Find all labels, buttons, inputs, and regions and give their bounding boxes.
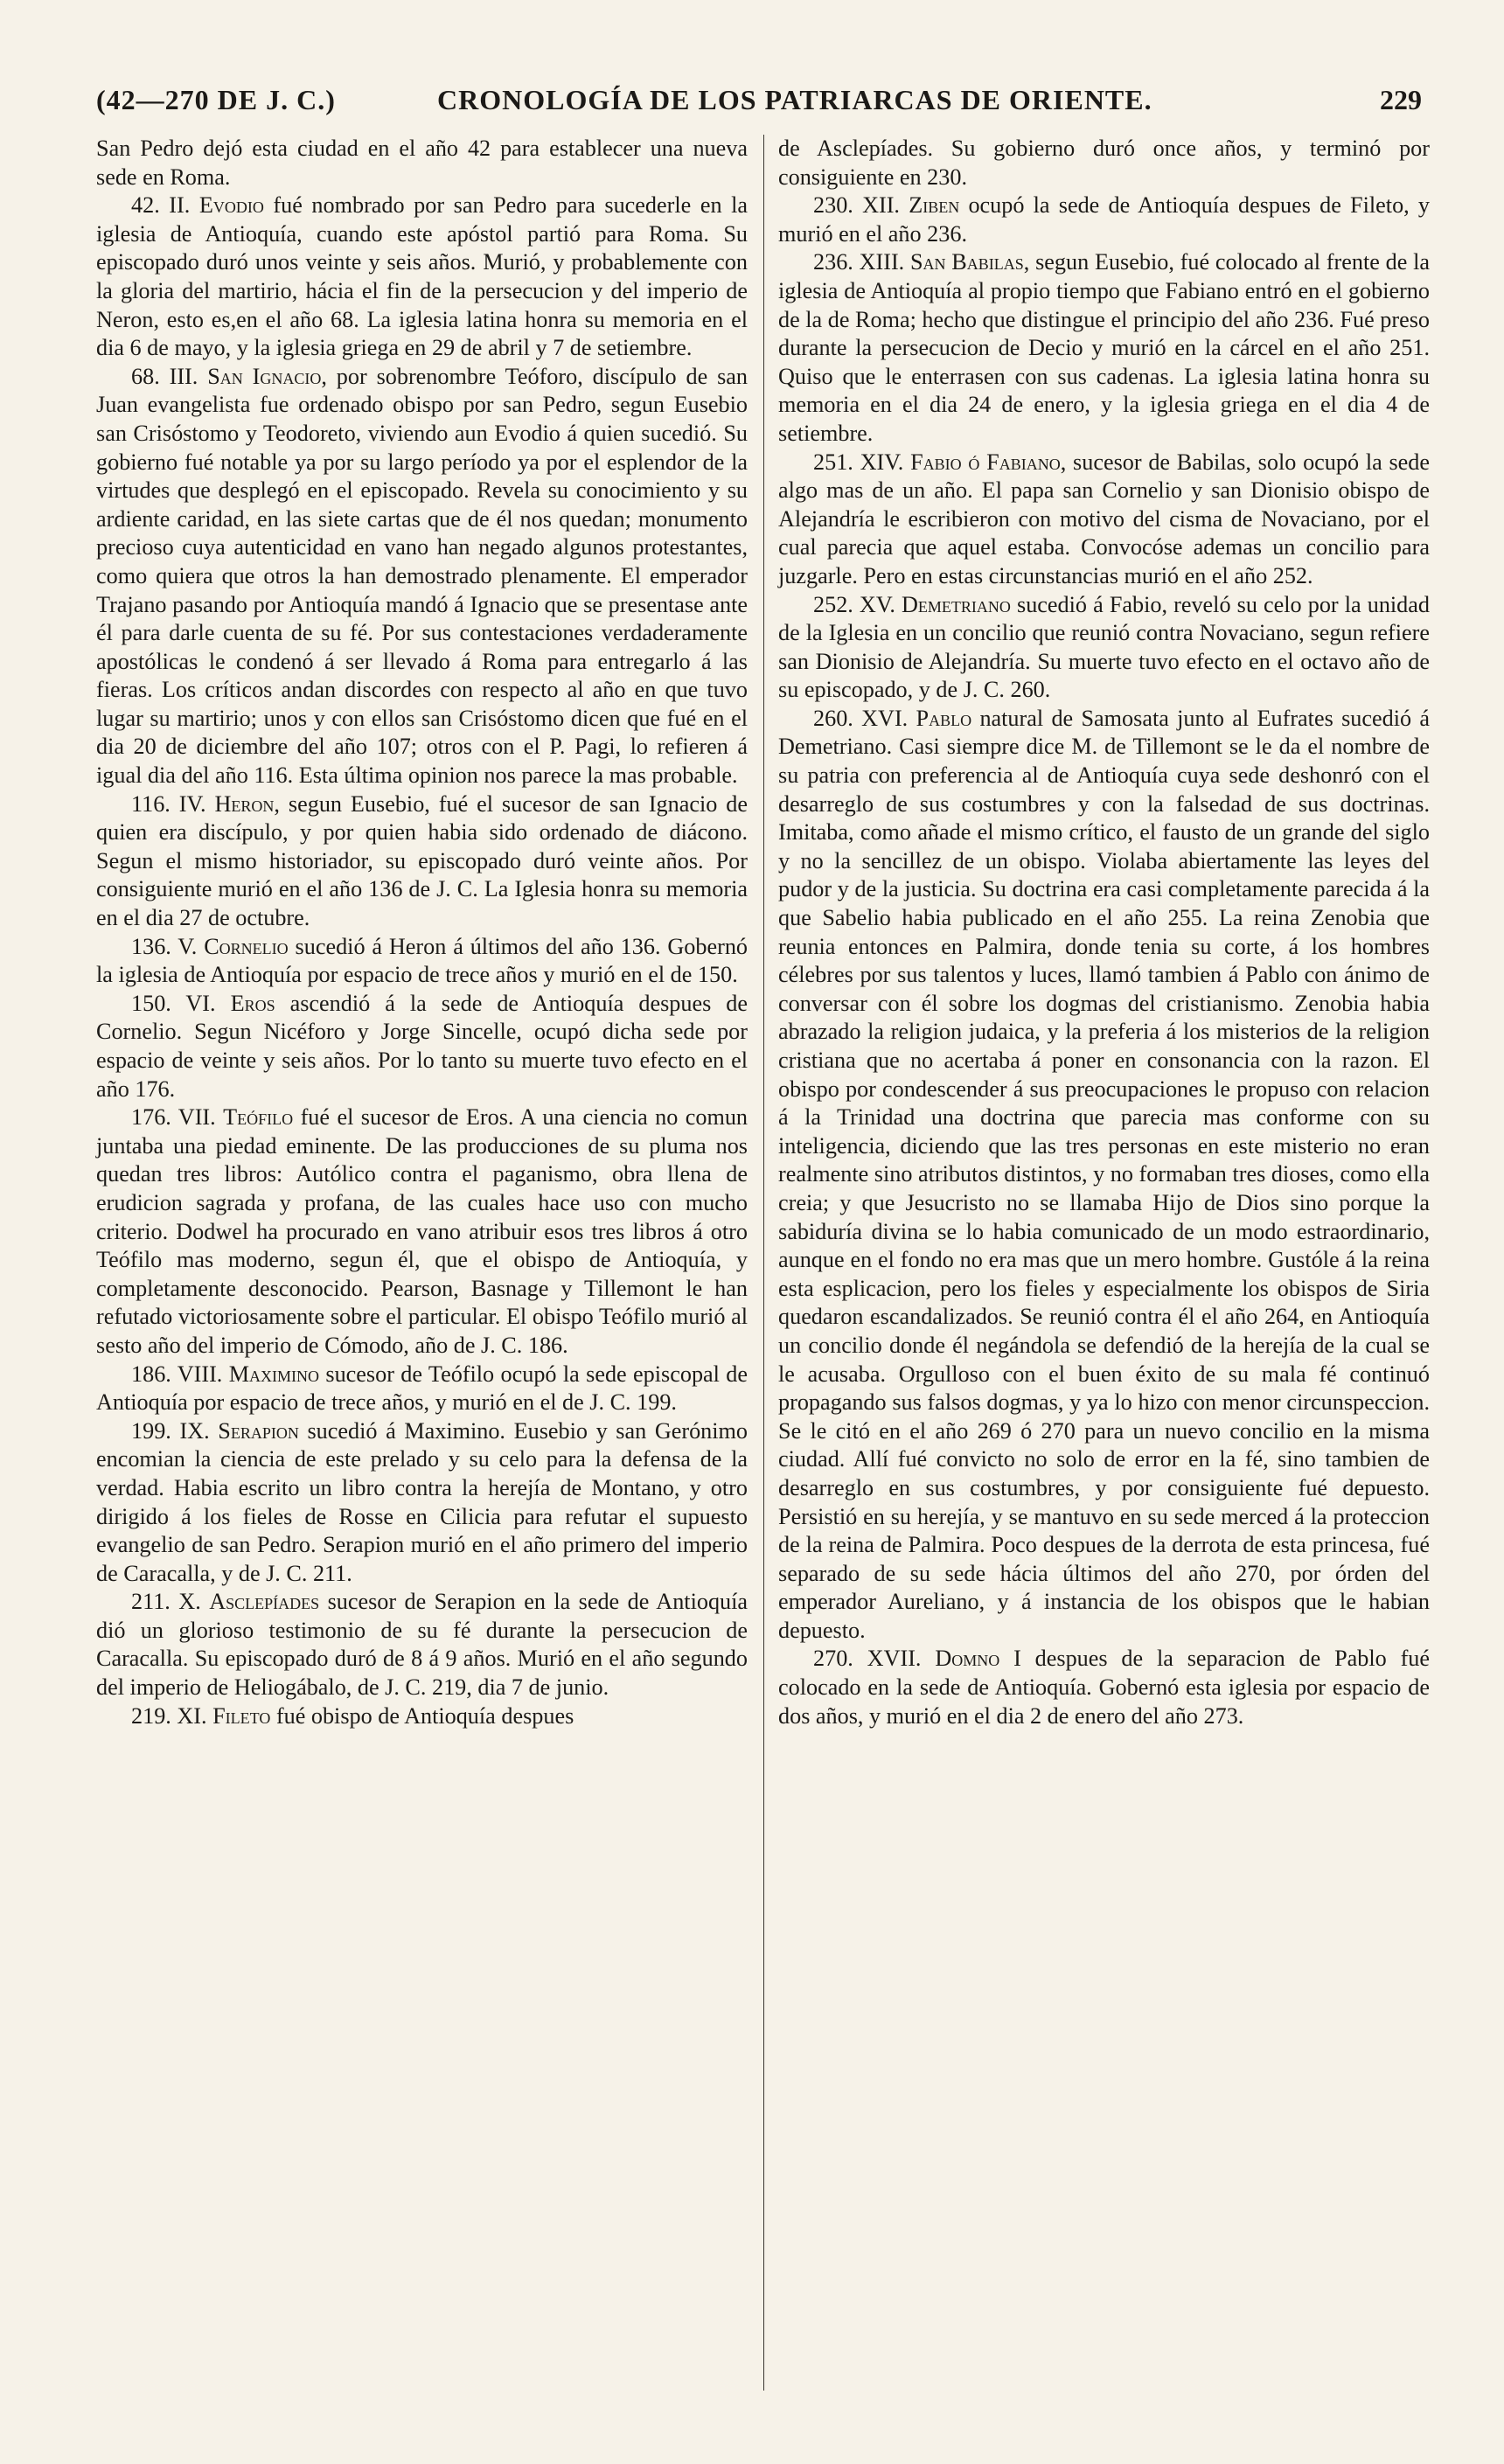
patriarch-entry: [96, 933, 748, 990]
entry-number: III.: [169, 363, 198, 389]
entry-number: IX.: [179, 1417, 210, 1444]
patriarch-name: Maximino: [228, 1361, 320, 1387]
patriarch-name: Pablo: [916, 705, 972, 731]
patriarch-name: San Babilas,: [909, 249, 1030, 275]
entry-year: 270.: [813, 1646, 853, 1672]
patriarch-name: Fabio ó Fabiano,: [910, 449, 1067, 475]
patriarch-entry: [96, 790, 748, 933]
entry-text: sucesor de Serapion en la sede de Antioquía dió un glorioso testimonio de su fé durante la persecucion de Caracalla. Su episcopado duró de 8 á 9 años. Murió en el año segundo del imperio de Heliogábalo, de J. C. 219, dia 7 de junio.: [96, 1589, 749, 1701]
entry-text: despues de la separacion de Pablo fué colocado en la sede de Antioquía. Gobernó esta iglesia por espacio de dos años, y murió en el dia 2 de enero del año 273.: [778, 1646, 1431, 1729]
patriarch-name: Fileto: [212, 1702, 271, 1729]
patriarch-entry: [778, 449, 1430, 591]
entry-number: XII.: [862, 192, 900, 219]
entry-text: sucesor de Babilas, solo ocupó la sede algo mas de un año. El papa san Cornelio y san Dionisio obispo de Alejandría le escribieron con motivo del cisma de Novaciano, por el cual parecia que aquel estaba. Convocóse ademas un concilio para juzgarle. Pero en estas circunstancias murió en el año 252.: [778, 449, 1431, 588]
entry-year: 136.: [131, 933, 171, 959]
paragraph-text: de Asclepíades. Su gobierno duró once años, y terminó por consiguiente en 230.: [778, 136, 1430, 190]
document-page: [96, 80, 1443, 2406]
paragraph-text: San Pedro dejó esta ciudad en el año 42 para establecer una nueva sede en Roma.: [96, 136, 748, 190]
entry-text: sucedió á Maximino. Eusebio y san Gerónimo encomian la ciencia de este prelado y su celo para la defensa de la verdad. Habia escrito un libro contra la herejía de Montano, y otro dirigido á los fieles de Rosse en Cilicia para refutar el supuesto evangelio de san Pedro. Serapion murió en el año primero del imperio de Caracalla, y de J. C. 211.: [96, 1417, 749, 1586]
entry-year: 150.: [131, 990, 171, 1016]
entry-number: V.: [178, 933, 198, 959]
entry-text: fué el sucesor de Eros. A una ciencia no comun juntaba una piedad eminente. De las producciones de su pluma nos quedan tres libros: Autólico contra el paganismo, obra llena de erudicion sagrada y profana, de las cuales hace uso con mucho criterio. Dodwel ha procurado en vano atribuir esos tres libros á otro Teófilo mas moderno, segun él, que el obispo de Antioquía, y completamente desconocido. Pearson, Basnage y Tillemont le han refutado victoriosamente sobre el particular. El obispo Teófilo murió al sesto año del imperio de Cómodo, año de J. C. 186.: [96, 1104, 749, 1358]
page-number: 229: [1380, 84, 1422, 115]
entry-number: X.: [178, 1589, 201, 1615]
patriarch-entry: [96, 1361, 748, 1417]
entry-text: segun Eusebio, fué colocado al frente de la iglesia de Antioquía al propio tiempo que Fabiano entró en el gobierno de la de Roma; hecho que distingue el principio del año 236. Fué preso durante la persecucion de Decio y murió en la cárcel en el año 251. Quiso que le enterrasen con sus cadenas. La iglesia latina honra su memoria en el dia 24 de enero, y la iglesia griega en el dia 4 de setiembre.: [778, 249, 1430, 446]
entry-text: sucedió á Fabio, reveló su celo por la unidad de la Iglesia en un concilio que reunió contra Novaciano, segun refiere san Dionisio de Alejandría. Su muerte tuvo efecto en el octavo año de su episcopado, y de J. C. 260.: [778, 591, 1430, 703]
continued-paragraph: [778, 135, 1430, 191]
patriarch-entry: [778, 705, 1430, 1646]
entry-text: ascendió á la sede de Antioquía despues de Cornelio. Segun Nicéforo y Jorge Sincelle, ocupó dicha sede por espacio de veinte y seis años. Por lo tanto su muerte tuvo efecto en el año 176.: [96, 990, 749, 1102]
entry-year: 252.: [813, 591, 853, 617]
entry-text: ocupó la sede de Antioquía despues de Fileto, y murió en el año 236.: [778, 192, 1431, 247]
patriarch-name: Serapion: [218, 1417, 299, 1444]
patriarch-name: Cornelio: [204, 933, 289, 959]
patriarch-entry: [96, 363, 748, 790]
patriarch-name: Domno I: [935, 1646, 1021, 1672]
entry-number: XVI.: [861, 705, 909, 731]
patriarch-name: Teófilo: [223, 1104, 294, 1131]
entry-text: sucesor de Teófilo ocupó la sede episcopal de Antioquía por espacio de trece años, y murió en el de J. C. 199.: [96, 1361, 749, 1416]
patriarch-entry: [96, 990, 748, 1103]
entry-text: natural de Samosata junto al Eufrates sucedió á Demetriano. Casi siempre dice M. de Tillemont se le da el nombre de su patria con preferencia al de Antioquía cuya sede deshonró con el desarreglo de sus costumbres y con la falsedad de sus doctrinas. Imitaba, como añade el mismo crítico, el fausto de un grande del siglo y no la sencillez de un obispo. Violaba abiertamente las leyes del pudor y de la justicia. Su doctrina era casi completamente parecida á la que Sabelio habia publicado en el año 255. La reina Zenobia que reunia entonces en Palmira, donde tenia su corte, á los hombres célebres por sus talentos y luces, llamó tambien á Pablo con ánimo de conversar con él sobre los dogmas del cristianismo. Zenobia habia abrazado la religion judaica, y la preferia á los misterios de la religion cristiana que no acertaba á poner en consonancia con la razon. El obispo por condescender á sus preocupaciones le propuso con relacion á la Trinidad una doctrina que parecia mas conforme con su inteligencia, diciendo que las tres personas en este misterio no eran realmente sino atributos distintos, y no formaban tres dioses, como ella creia; y que Jesucristo no se llamaba Hijo de Dios sino porque la sabiduría divina se lo habia comunicado de un modo estraordinario, aunque en el fondo no era mas que un mero hombre. Gustóle á la reina esta esplicacion, pero los fieles y especialmente los obispos de Siria quedaron escandalizados. Se reunió contra él el año 264, en Antioquía un concilio donde él negándola se defendió de la herejía de la cual se le acusaba. Orgulloso con el buen éxito de su mala fé continuó propagando sus falsos dogmas, y ya lo hizo con menor circunspeccion. Se le citó en el año 269 ó 270 para un nuevo concilio en la misma ciudad. Allí fué convicto no solo de error en la fé, sino tambien de desarreglo en sus costumbres, y por consiguiente fué depuesto. Persistió en su herejía, y se mantuvo en su sede merced á la proteccion de la reina de Palmira. Poco despues de la derrota de esta princesa, fué separado de su sede hácia últimos del año 270, por órden del emperador Aureliano, y á instancia de los obispos que le habian depuesto.: [778, 705, 1430, 1643]
patriarch-name: Heron,: [214, 790, 280, 817]
entry-year: 42.: [131, 192, 160, 219]
entry-number: XVII.: [867, 1646, 922, 1672]
patriarch-entry: [96, 1103, 748, 1360]
entry-year: 68.: [131, 363, 160, 389]
entry-year: 260.: [813, 705, 853, 731]
continued-paragraph: [96, 135, 748, 191]
patriarch-name: Eros: [230, 990, 275, 1016]
entry-number: XV.: [859, 591, 895, 617]
patriarch-entry: [96, 191, 748, 363]
entry-year: 116.: [131, 790, 171, 817]
right-column: [778, 135, 1430, 1730]
header-title: CRONOLOGÍA DE LOS PATRIARCAS DE ORIENTE.: [437, 84, 1152, 115]
patriarch-name: San Ignacio,: [207, 363, 327, 389]
entry-number: IV.: [178, 790, 206, 817]
entry-text: fué nombrado por san Pedro para sucederle en la iglesia de Antioquía, cuando este apóstol partió para Roma. Su episcopado duró unos veinte y seis años. Murió, y probablemente con la gloria del martirio, hácia el fin de la persecucion y del imperio de Neron, esto es,en el año 68. La iglesia latina honra su memoria en el dia 6 de mayo, y la iglesia griega en 29 de abril y 7 de setiembre.: [96, 192, 748, 361]
patriarch-entry: [96, 1702, 748, 1731]
entry-year: 236.: [813, 249, 853, 275]
column-divider: [763, 135, 764, 2391]
patriarch-name: Evodio: [198, 192, 264, 219]
entry-year: 186.: [131, 1361, 171, 1387]
patriarch-name: Demetriano: [902, 591, 1011, 617]
entry-year: 199.: [131, 1417, 171, 1444]
entry-text: por sobrenombre Teóforo, discípulo de san Juan evangelista fue ordenado obispo por san Pedro, segun Eusebio san Crisóstomo y Teodoreto, viviendo aun Evodio á quien sucedió. Su gobierno fué notable ya por su largo período ya por el esplendor de la virtudes que desplegó en el episcopado. Revela su conocimiento y su ardiente caridad, en las siete cartas que de él nos quedan; monumento precioso cuya autenticidad en vano han negado algunos protestantes, como quiera que otros la han demostrado plenamente. El emperador Trajano pasando por Antioquía mandó á Ignacio que se presentase ante él para darle cuenta de su fé. Por sus contestaciones verdaderamente apostólicas le condenó á ser llevado á Roma para entregarlo á las fieras. Los críticos andan discordes con respecto al año en que tuvo lugar su martirio; unos y con ellos san Crisóstomo dicen que fué en el dia 20 de diciembre del año 107; otros con el P. Pagi, lo refieren á igual dia del año 116. Esta última opinion nos parece la mas probable.: [96, 363, 749, 789]
entry-text: sucedió á Heron á últimos del año 136. Gobernó la iglesia de Antioquía por espacio de trece años y murió en el de 150.: [96, 933, 749, 988]
patriarch-entry: [778, 248, 1430, 448]
entry-year: 211.: [131, 1589, 171, 1615]
entry-year: 176.: [131, 1104, 171, 1131]
patriarch-entry: [778, 591, 1430, 705]
entry-number: XIII.: [859, 249, 905, 275]
entry-text: segun Eusebio, fué el sucesor de san Ignacio de quien era discípulo, y por quien habia sido ordenado de diácono. Segun el mismo historiador, su episcopado duró veinte años. Por consiguiente murió en el año 136 de J. C. La Iglesia honra su memoria en el dia 27 de octubre.: [96, 790, 748, 931]
patriarch-entry: [778, 191, 1430, 248]
patriarch-name: Asclepíades: [209, 1589, 320, 1615]
entry-number: XI.: [177, 1702, 207, 1729]
entry-number: XIV.: [860, 449, 904, 475]
patriarch-entry: [96, 1417, 748, 1589]
entry-number: VI.: [185, 990, 216, 1016]
left-column: [96, 135, 748, 1730]
entry-number: VII.: [178, 1104, 216, 1131]
patriarch-entry: [778, 1645, 1430, 1730]
entry-year: 251.: [813, 449, 853, 475]
entry-year: 230.: [813, 192, 853, 219]
patriarch-entry: [96, 1588, 748, 1702]
entry-number: VIII.: [177, 1361, 223, 1387]
entry-year: 219.: [131, 1702, 171, 1729]
entry-number: II.: [169, 192, 191, 219]
running-header: [96, 80, 1443, 133]
header-date-range: (42—270 DE J. C.): [96, 84, 336, 115]
patriarch-name: Ziben: [909, 192, 960, 219]
entry-text: fué obispo de Antioquía despues: [275, 1702, 574, 1729]
